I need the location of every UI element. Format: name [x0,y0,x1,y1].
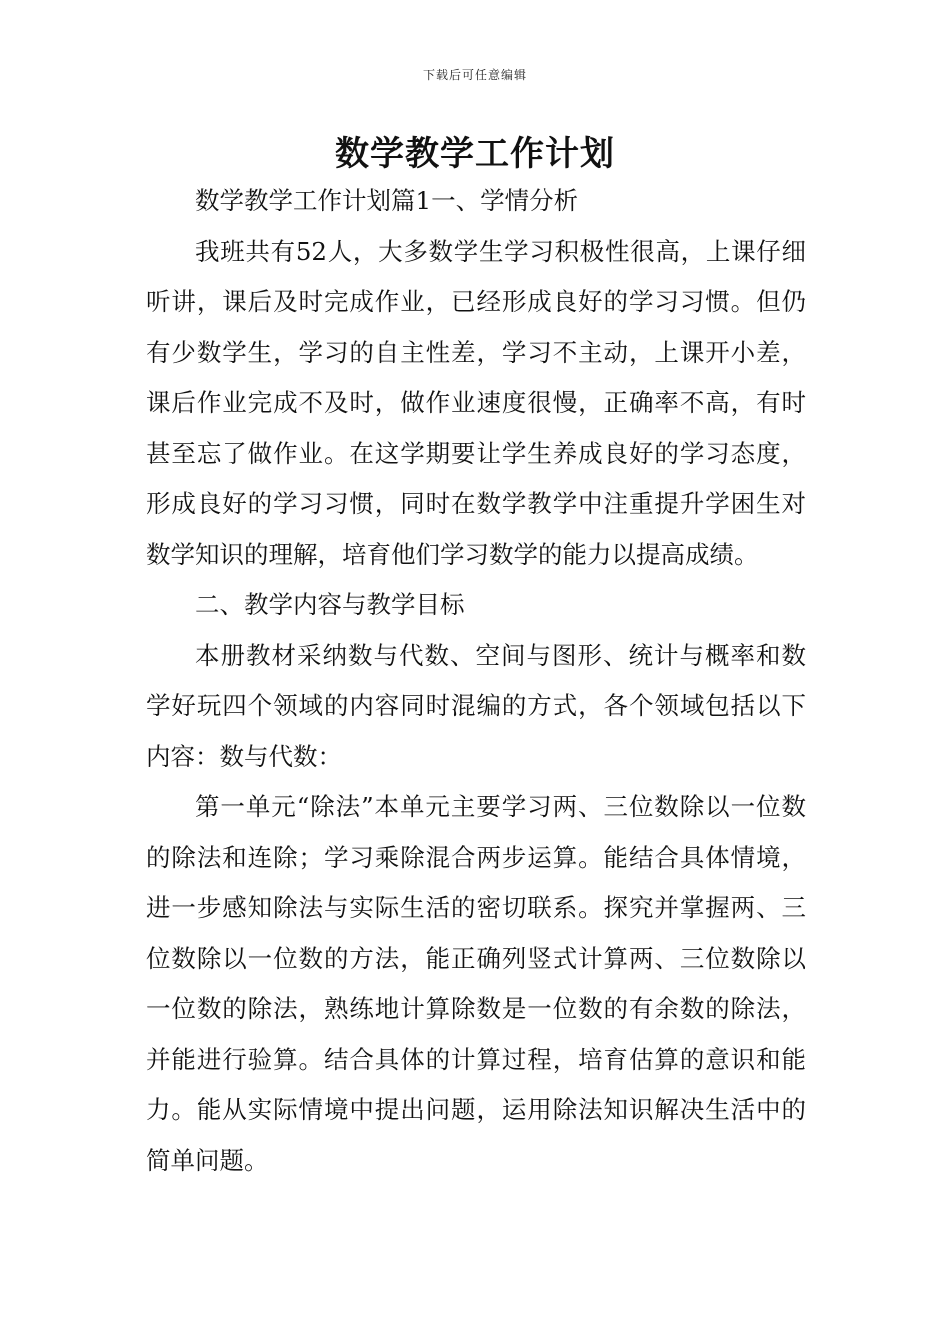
paragraph-section-heading-2: 二、教学内容与教学目标 [195,590,465,619]
document-body [146,176,806,1186]
header-note: 下载后可任意编辑 [422,68,527,82]
document-title: 数学教学工作计划 [335,134,615,174]
paragraph-student-analysis: 我班共有52人，大多数学生学习积极性很高，上课仔细听讲，课后及时完成作业，已经形成良好的学习习惯。但仍有少数学生，学习的自主性差，学习不主动，上课开小差，课后作业完成不及时，做作业速度很慢，正确率不高，有时甚至忘了做作业。在这学期要让学生养成良好的学习态度，形成良好的学习习惯，同时在数学教学中注重提升学困生对数学知识的理解，培育他们学习数学的能力以提高成绩。 [146,236,806,569]
paragraph-section-heading-1: 数学教学工作计划篇1一、学情分析 [195,186,579,215]
paragraph-textbook-content: 本册教材采纳数与代数、空间与图形、统计与概率和数学好玩四个领域的内容同时混编的方式，各个领域包括以下内容：数与代数： [146,640,806,771]
paragraph-unit-one: 第一单元“除法”本单元主要学习两、三位数除以一位数的除法和连除；学习乘除混合两步运算。能结合具体情境，进一步感知除法与实际生活的密切联系。探究并掌握两、三位数除以一位数的方法，能正确列竖式计算两、三位数除以一位数的除法，熟练地计算除数是一位数的有余数的除法，并能进行验算。结合具体的计算过程，培育估算的意识和能力。能从实际情境中提出问题，运用除法知识解决生活中的简单问题。 [146,792,806,1175]
